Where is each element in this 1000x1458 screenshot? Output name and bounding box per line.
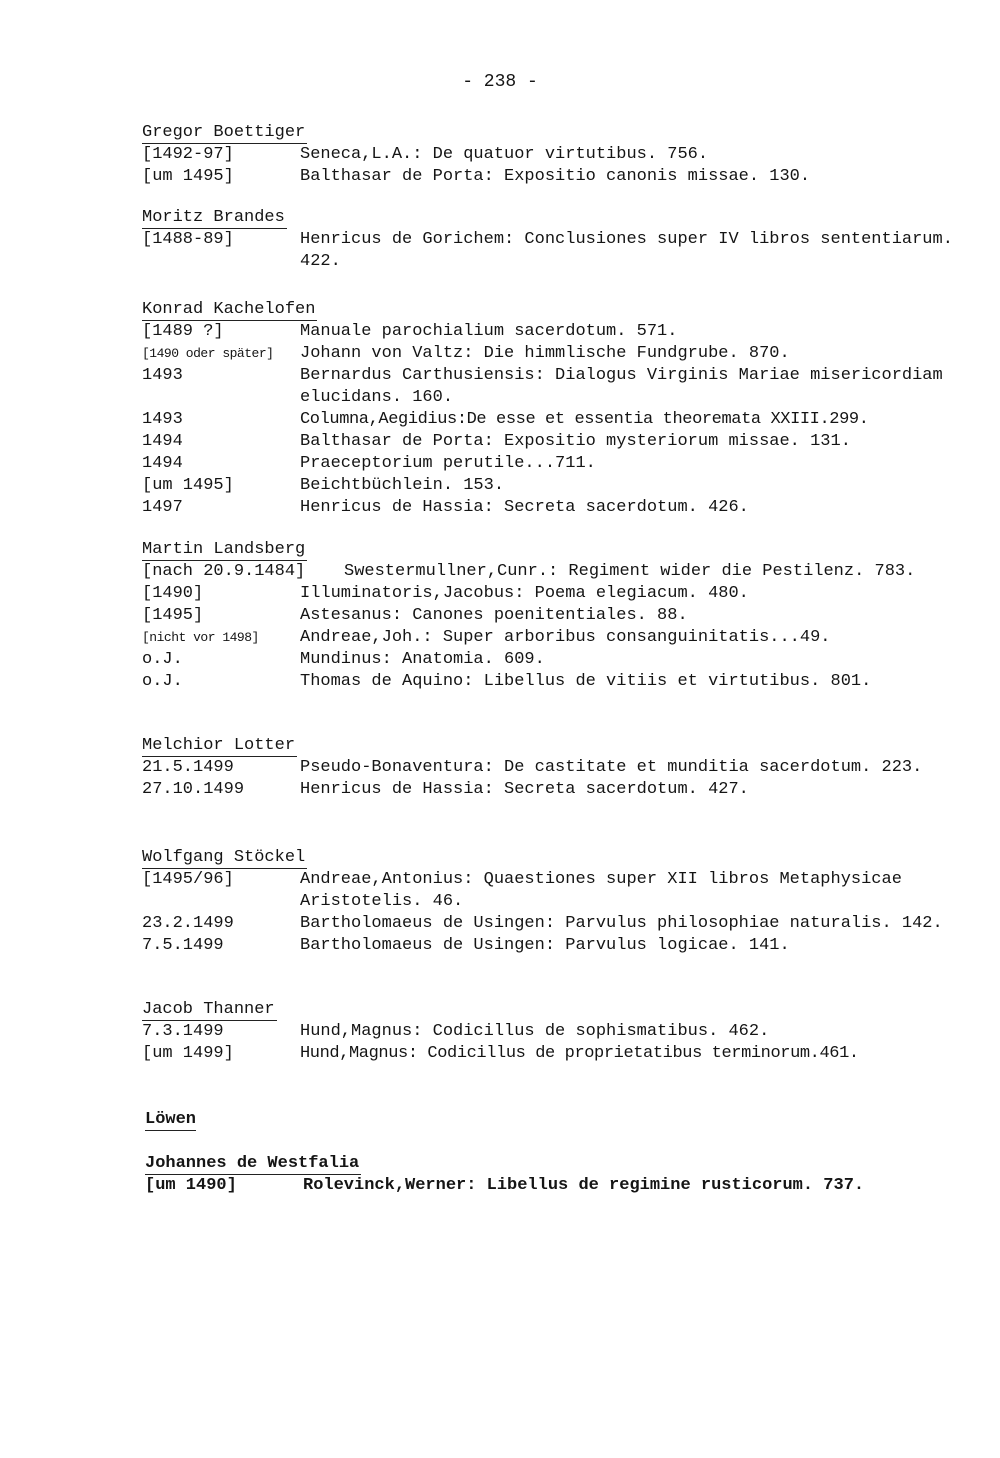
- entry: [142, 671, 962, 693]
- entry-date: [um 1490]: [145, 1176, 237, 1195]
- entry: [145, 1175, 965, 1197]
- entry-date: [1492-97]: [142, 145, 234, 164]
- entry-date: 1493: [142, 410, 183, 429]
- entry: [142, 561, 962, 583]
- entry-text: Bartholomaeus de Usingen: Parvulus philosophiae naturalis. 142.: [300, 914, 943, 933]
- entry-date: [1489 ?]: [142, 322, 224, 341]
- entry-date: [1488-89]: [142, 230, 234, 249]
- entry-date: 23.2.1499: [142, 914, 234, 933]
- entry-text: Swestermullner,Cunr.: Regiment wider die Pestilenz. 783.: [344, 562, 916, 581]
- entry: [142, 409, 962, 431]
- entry-text: Bartholomaeus de Usingen: Parvulus logicae. 141.: [300, 936, 790, 955]
- entry-text: Bernardus Carthusiensis: Dialogus Virginis Mariae misericordiam elucidans. 160.: [300, 366, 943, 407]
- entry-date: [um 1495]: [142, 167, 234, 186]
- printer-section: [142, 736, 962, 801]
- printer-section: [142, 1000, 962, 1065]
- entry-date: [1495/96]: [142, 870, 234, 889]
- entry: [142, 1043, 962, 1065]
- entry-text: Thomas de Aquino: Libellus de vitiis et virtutibus. 801.: [300, 672, 872, 691]
- entry: [142, 144, 962, 166]
- entry-date: 1494: [142, 432, 183, 451]
- printer-section: [142, 123, 962, 188]
- printer-heading: Jacob Thanner: [142, 1000, 275, 1019]
- entry: [142, 343, 962, 365]
- entry-date: [um 1499]: [142, 1044, 234, 1063]
- entry: [142, 869, 962, 913]
- entry-date: 21.5.1499: [142, 758, 234, 777]
- entry: [142, 453, 962, 475]
- city-section: [145, 1110, 965, 1131]
- entry-text: Astesanus: Canones poenitentiales. 88.: [300, 606, 688, 625]
- printer-section: [142, 300, 962, 519]
- entry-date: o.J.: [142, 672, 183, 691]
- entry-date: [1490]: [142, 584, 204, 603]
- printer-heading: Johannes de Westfalia: [145, 1154, 360, 1173]
- entry: [142, 627, 962, 649]
- entry: [142, 583, 962, 605]
- entry-text: Andreae,Joh.: Super arboribus consanguinitatis...49.: [300, 628, 831, 647]
- entry: [142, 475, 962, 497]
- entry-text: Andreae,Antonius: Quaestiones super XII libros Metaphysicae Aristotelis. 46.: [300, 870, 902, 911]
- entry-text: Mundinus: Anatomia. 609.: [300, 650, 545, 669]
- entry-text: Seneca,L.A.: De quatuor virtutibus. 756.: [300, 145, 709, 164]
- entry: [142, 431, 962, 453]
- printer-section: [142, 540, 962, 693]
- entry-date: 1494: [142, 454, 183, 473]
- city-heading: Löwen: [145, 1110, 197, 1129]
- entry: [142, 779, 962, 801]
- printer-heading: Wolfgang Stöckel: [142, 848, 306, 867]
- entry-date: [nicht vor 1498]: [142, 630, 259, 645]
- entry-date: o.J.: [142, 650, 183, 669]
- entry-date: 7.3.1499: [142, 1022, 224, 1041]
- printer-heading: Gregor Boettiger: [142, 123, 306, 142]
- entry-text: Manuale parochialium sacerdotum. 571.: [300, 322, 678, 341]
- entry-text: Balthasar de Porta: Expositio canonis missae. 130.: [300, 167, 811, 186]
- entry-date: 27.10.1499: [142, 780, 245, 799]
- entry: [142, 913, 962, 935]
- entry-text: Henricus de Hassia: Secreta sacerdotum. 427.: [300, 780, 749, 799]
- entry: [142, 605, 962, 627]
- entry: [142, 497, 962, 519]
- entry: [142, 229, 962, 273]
- entry: [142, 365, 962, 409]
- entry-text: Praeceptorium perutile...711.: [300, 454, 596, 473]
- printer-heading: Konrad Kachelofen: [142, 300, 316, 319]
- printer-section: [142, 848, 962, 957]
- entry: [142, 321, 962, 343]
- entry-text: Rolevinck,Werner: Libellus de regimine rusticorum. 737.: [303, 1176, 865, 1195]
- printer-section: [145, 1154, 965, 1197]
- entry-text: Illuminatoris,Jacobus: Poema elegiacum. 480.: [300, 584, 749, 603]
- entry-date: 1493: [142, 366, 183, 385]
- entry-date: [um 1495]: [142, 476, 234, 495]
- entry-text: Hund,Magnus: Codicillus de proprietatibus terminorum.461.: [300, 1044, 859, 1063]
- printer-heading: Moritz Brandes: [142, 208, 285, 227]
- entry-date: 7.5.1499: [142, 936, 224, 955]
- printer-heading: Melchior Lotter: [142, 736, 296, 755]
- page-number: - 238 -: [462, 72, 538, 92]
- entry-text: Balthasar de Porta: Expositio mysteriorum missae. 131.: [300, 432, 851, 451]
- entry-date: 1497: [142, 498, 183, 517]
- entry-text: Henricus de Hassia: Secreta sacerdotum. 426.: [300, 498, 749, 517]
- entry: [142, 757, 962, 779]
- entry: [142, 649, 962, 671]
- entry-text: Columna,Aegidius:De esse et essentia theoremata XXIII.299.: [300, 410, 869, 429]
- entry-date: [1490 oder später]: [142, 346, 274, 361]
- entry-text: Johann von Valtz: Die himmlische Fundgrube. 870.: [300, 344, 790, 363]
- entry: [142, 166, 962, 188]
- entry-date: [1495]: [142, 606, 204, 625]
- entry-text: Henricus de Gorichem: Conclusiones super IV libros sententiarum. 422.: [300, 230, 953, 271]
- entry-text: Hund,Magnus: Codicillus de sophismatibus. 462.: [300, 1022, 770, 1041]
- entry-text: Pseudo-Bonaventura: De castitate et munditia sacerdotum. 223.: [300, 758, 923, 777]
- printer-section: [142, 208, 962, 273]
- entry: [142, 935, 962, 957]
- entry-text: Beichtbüchlein. 153.: [300, 476, 505, 495]
- entry: [142, 1021, 962, 1043]
- printer-heading: Martin Landsberg: [142, 540, 306, 559]
- entry-date: [nach 20.9.1484]: [142, 562, 306, 581]
